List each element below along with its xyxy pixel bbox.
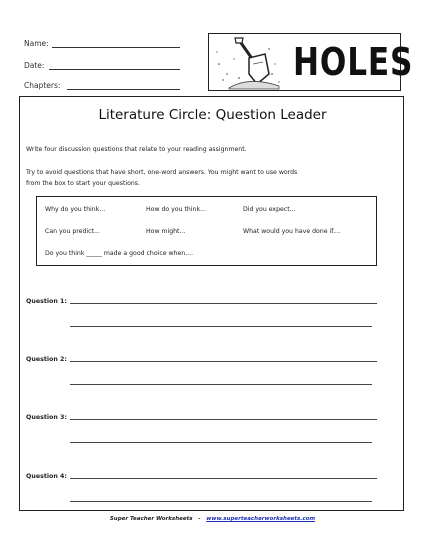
name-label: Name: (24, 39, 49, 48)
starter-how: How do you think... (146, 206, 206, 213)
name-field[interactable] (52, 47, 180, 48)
starter-predict: Can you predict... (45, 228, 100, 235)
page-title: Literature Circle: Question Leader (98, 107, 327, 123)
date-label: Date: (24, 61, 45, 70)
question-2-line-2[interactable] (70, 384, 372, 385)
question-3-label: Question 3: (26, 414, 67, 421)
question-1-label: Question 1: (26, 298, 67, 305)
question-2-line-1[interactable] (70, 361, 377, 362)
chapters-field[interactable] (67, 89, 180, 90)
holes-wordmark (293, 41, 440, 83)
starter-expect: Did you expect... (243, 206, 296, 213)
question-3-line-2[interactable] (70, 442, 372, 443)
instruction-line-3: from the box to start your questions. (26, 180, 140, 187)
starter-done-if: What would you have done if.... (243, 228, 341, 235)
footer-link[interactable]: www.superteacherworksheets.com (206, 516, 316, 522)
starter-good-choice: Do you think _____ made a good choice when.... (45, 250, 194, 257)
question-3-line-1[interactable] (70, 419, 377, 420)
question-2-label: Question 2: (26, 356, 67, 363)
footer-brand: Super Teacher Worksheets (109, 516, 193, 522)
instruction-line-2: Try to avoid questions that have short, one-word answers. You might want to use words (26, 169, 298, 176)
instruction-line-1: Write four discussion questions that relate to your reading assignment. (26, 146, 247, 153)
footer-separator: - (198, 516, 201, 522)
question-4-line-2[interactable] (70, 501, 372, 502)
chapters-label: Chapters: (24, 81, 61, 90)
question-4-label: Question 4: (26, 473, 67, 480)
question-starters-box (36, 196, 377, 266)
date-field[interactable] (49, 69, 180, 70)
question-1-line-1[interactable] (70, 303, 377, 304)
starter-might: How might... (146, 228, 186, 235)
question-4-line-1[interactable] (70, 478, 377, 479)
holes-text: HOLES (293, 40, 414, 84)
footer (0, 516, 425, 522)
question-1-line-2[interactable] (70, 326, 372, 327)
holes-logo (208, 33, 414, 91)
starter-why: Why do you think... (45, 206, 106, 213)
